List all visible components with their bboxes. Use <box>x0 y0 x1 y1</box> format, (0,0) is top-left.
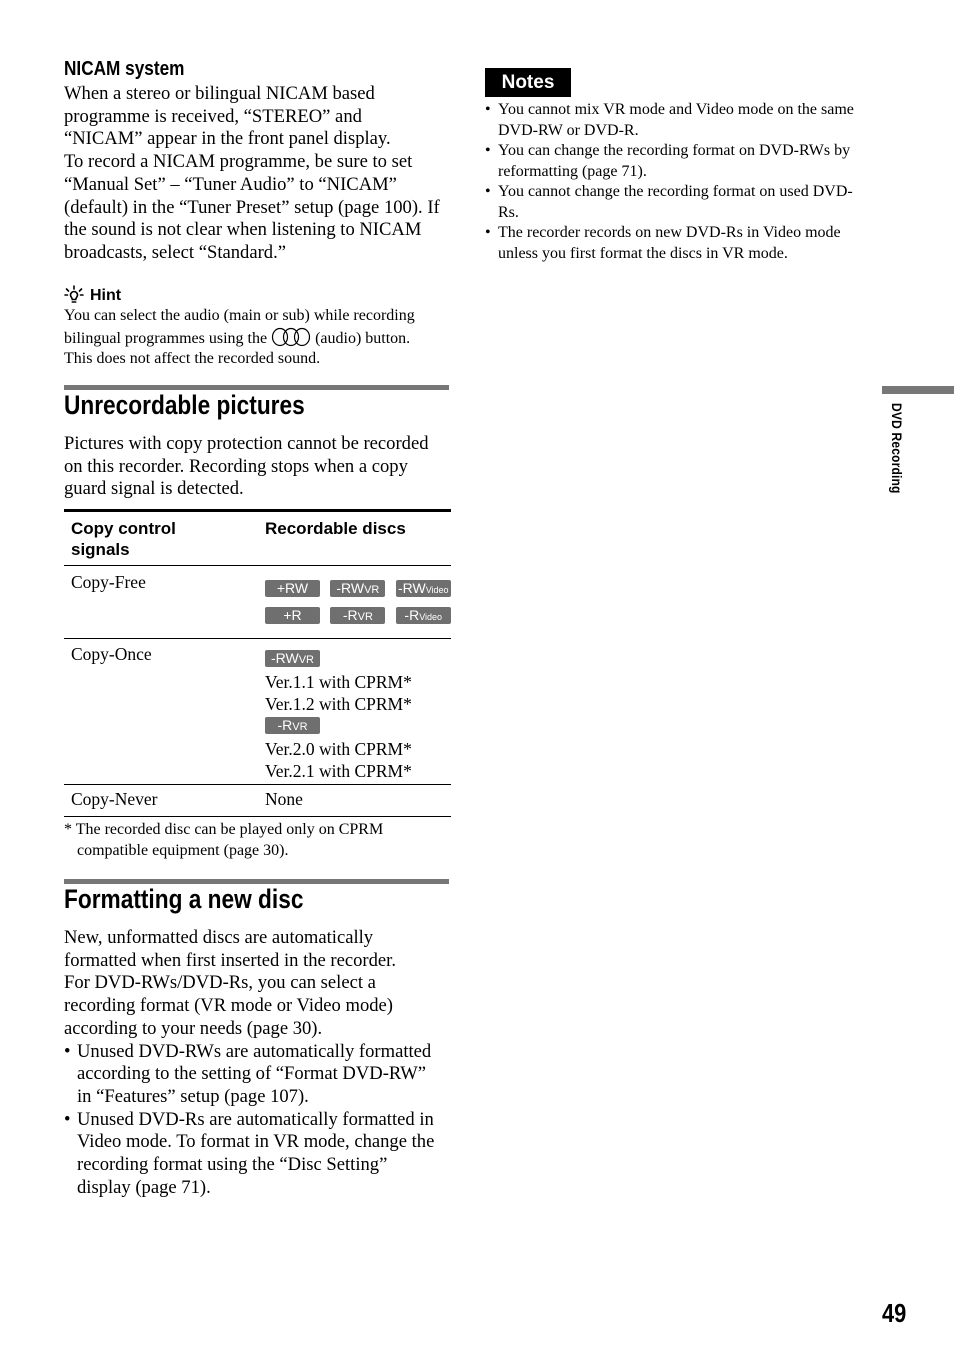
discs-cell <box>265 566 451 639</box>
list-item <box>64 1109 464 1200</box>
text-line: To record a NICAM programme, be sure to set <box>64 151 413 173</box>
version-line: Ver.2.0 with CPRM* <box>265 739 412 759</box>
nicam-heading: NICAM system <box>64 58 185 80</box>
text-line: display (page 71). <box>77 1176 211 1198</box>
bullet: • <box>485 142 491 159</box>
table-row <box>64 566 451 639</box>
badge-main: -R <box>404 607 420 623</box>
discs-cell: None <box>265 789 303 809</box>
disc-badge-minus-rw-vr <box>330 580 385 597</box>
text-line: Rs. <box>498 203 519 221</box>
text-line: (default) in the “Tuner Preset” setup (page 100). If <box>64 196 440 218</box>
bullet: • <box>485 101 491 118</box>
bullet: • <box>64 1108 71 1130</box>
text-line: DVD-RW or DVD-R. <box>498 121 639 139</box>
badge-main: +RW <box>276 580 309 596</box>
side-tab-bar <box>882 386 954 394</box>
discs-cell <box>265 639 451 785</box>
text-line: You cannot mix VR mode and Video mode on the same <box>498 101 854 118</box>
text-line: compatible equipment (page 30). <box>77 841 289 859</box>
signal-cell: Copy-Never <box>71 789 158 809</box>
badge-sub: Video <box>419 612 443 622</box>
audio-button-icon <box>271 327 311 347</box>
badge-main: -RW <box>397 580 426 596</box>
list-item <box>485 182 877 223</box>
table-row <box>64 785 451 817</box>
bullet: • <box>485 183 491 200</box>
text-line: formatted when first inserted in the recorder. <box>64 949 396 971</box>
bullet: • <box>64 1040 71 1062</box>
header-line: signals <box>71 540 130 559</box>
list-item <box>64 1041 464 1109</box>
text-line: in “Features” setup (page 107). <box>77 1085 309 1107</box>
text-fragment: (audio) button. <box>315 329 411 347</box>
list-item <box>485 141 877 182</box>
disc-badge-plus-r <box>265 607 320 624</box>
header-line: Copy control <box>71 519 176 538</box>
table-row <box>64 639 451 785</box>
badge-main: -RW <box>270 650 299 666</box>
text-line: This does not affect the recorded sound. <box>64 350 321 368</box>
notes-label: Notes <box>485 68 571 97</box>
text-line: When a stereo or bilingual NICAM based <box>64 83 375 104</box>
badge-sub: VR <box>364 584 380 596</box>
text-line: reformatting (page 71). <box>498 162 647 180</box>
text-line: broadcasts, select “Standard.” <box>64 241 286 263</box>
disc-badge-plus-rw <box>265 580 320 597</box>
text-line: on this recorder. Recording stops when a copy <box>64 455 408 477</box>
text-line: You cannot change the recording format on used DVD- <box>498 183 853 200</box>
text-line: Video mode. To format in VR mode, change the <box>77 1131 435 1153</box>
disc-badge-minus-rw-vr <box>265 650 320 667</box>
column-header-signals <box>64 511 265 566</box>
badge-sub: Video <box>425 585 449 595</box>
badge-main: -R <box>277 717 293 733</box>
text-line: You can select the audio (main or sub) while recording <box>64 307 415 324</box>
text-line <box>64 327 464 350</box>
bullet: • <box>485 224 491 241</box>
badge-sub: VR <box>292 721 308 733</box>
text-line: * The recorded disc can be played only on CPRM <box>64 821 384 838</box>
disc-badge-minus-r-vr <box>265 717 320 734</box>
text-line: according to the setting of “Format DVD-RW” <box>77 1063 427 1085</box>
formatting-paragraph <box>64 927 464 1199</box>
text-line: New, unformatted discs are automatically <box>64 927 374 948</box>
signal-cell: Copy-Once <box>71 644 152 664</box>
text-line: Unused DVD-Rs are automatically formatted in <box>77 1108 434 1130</box>
hint-label: Hint <box>90 287 122 304</box>
formatting-title: Formatting a new disc <box>64 884 304 914</box>
text-line: The recorder records on new DVD-Rs in Video mode <box>498 224 841 241</box>
page-number: 49 <box>882 1298 907 1328</box>
unrecordable-paragraph <box>64 433 464 501</box>
version-line: Ver.2.1 with CPRM* <box>265 760 412 781</box>
text-fragment: bilingual programmes using the <box>64 329 268 347</box>
text-line: “NICAM” appear in the front panel display. <box>64 128 391 150</box>
column-header-discs: Recordable discs <box>265 519 406 538</box>
text-line: the sound is not clear when listening to NICAM <box>64 219 422 241</box>
text-line: unless you first format the discs in VR mode. <box>498 244 788 262</box>
disc-badge-minus-rw-video <box>396 580 451 597</box>
side-tab-label: DVD Recording <box>889 403 905 494</box>
text-line: programme is received, “STEREO” and <box>64 105 362 127</box>
version-line: Ver.1.1 with CPRM* <box>265 672 412 692</box>
disc-badge-minus-r-video <box>396 607 451 624</box>
text-line: You can change the recording format on DVD-RWs by <box>498 142 851 159</box>
list-item <box>485 223 877 264</box>
version-line: Ver.1.2 with CPRM* <box>265 693 412 714</box>
badge-main: +R <box>283 607 302 623</box>
text-line: For DVD-RWs/DVD-Rs, you can select a <box>64 972 376 994</box>
text-line: recording format (VR mode or Video mode) <box>64 995 394 1017</box>
text-line: Unused DVD-RWs are automatically formatted <box>77 1040 432 1062</box>
text-line: Pictures with copy protection cannot be recorded <box>64 433 429 454</box>
list-item <box>485 100 877 141</box>
hint-text <box>64 306 464 370</box>
table-header-row <box>64 511 451 566</box>
signal-cell: Copy-Free <box>71 572 146 592</box>
text-line: recording format using the “Disc Setting” <box>77 1154 388 1176</box>
badge-main: -R <box>342 607 358 623</box>
badge-main: -RW <box>336 580 365 596</box>
copy-control-table <box>64 509 451 817</box>
nicam-paragraph <box>64 83 454 265</box>
lightbulb-icon <box>64 285 84 305</box>
text-line: according to your needs (page 30). <box>64 1017 323 1039</box>
disc-badge-minus-r-vr <box>330 607 385 624</box>
text-line: guard signal is detected. <box>64 478 244 500</box>
text-line: “Manual Set” – “Tuner Audio” to “NICAM” <box>64 173 397 195</box>
badge-sub: VR <box>357 611 373 623</box>
badge-sub: VR <box>298 654 314 666</box>
table-footnote <box>64 820 464 861</box>
unrecordable-title: Unrecordable pictures <box>64 390 305 420</box>
